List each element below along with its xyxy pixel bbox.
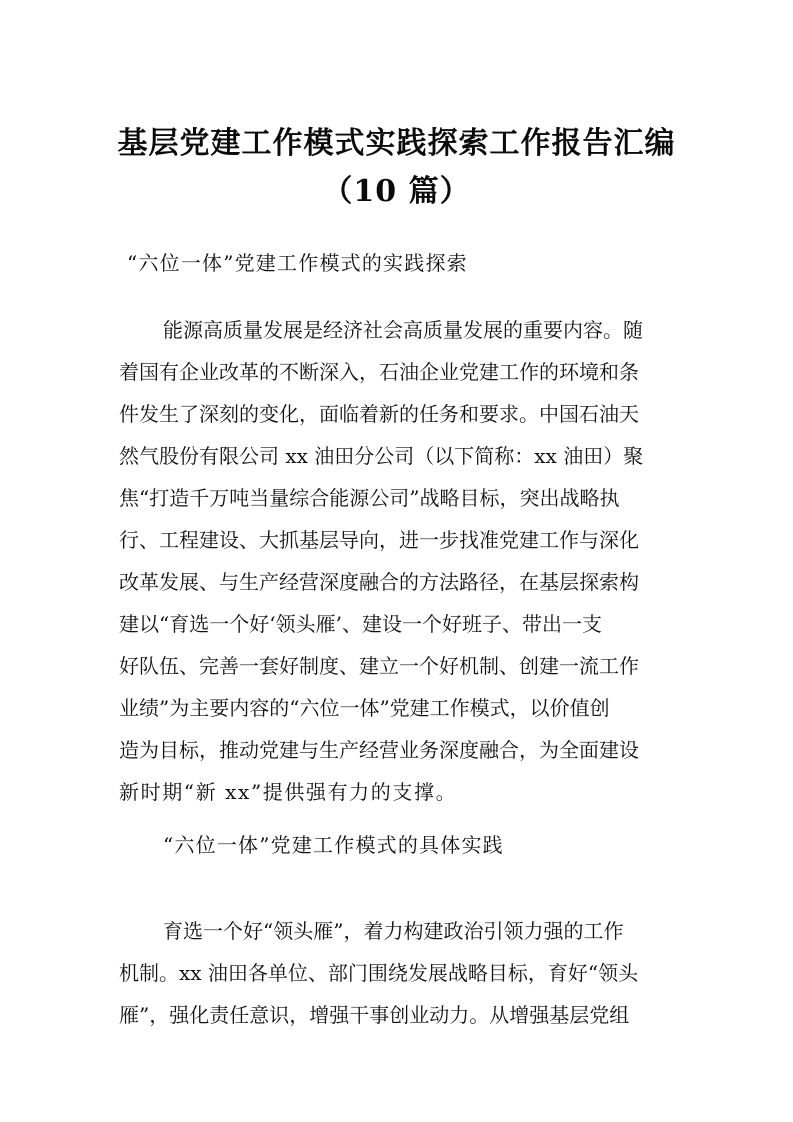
paragraph1-line: 件发生了深刻的变化，面临着新的任务和要求。中国石油天 — [119, 402, 639, 426]
paragraph1-line: 改革发展、与生产经营深度融合的方法路径，在基层探索构 — [119, 570, 639, 594]
paragraph1-line: 新时期“新 xx”提供强有力的支撑。 — [119, 780, 458, 804]
document-title-line1: 基层党建工作模式实践探索工作报告汇编 — [117, 126, 676, 161]
paragraph2-line: 雁”，强化责任意识，增强干事创业动力。从增强基层党组 — [119, 1003, 630, 1027]
paragraph1-line: 好队伍、完善一套好制度、建立一个好机制、创建一流工作 — [119, 654, 639, 678]
document-title-line2: （10 篇） — [322, 174, 471, 209]
paragraph1-line: 造为目标，推动党建与生产经营业务深度融合，为全面建设 — [119, 738, 639, 762]
paragraph1-line: 行、工程建设、大抓基层导向，进一步找准党建工作与深化 — [119, 528, 639, 552]
subsection-title: “六位一体”党建工作模式的具体实践 — [163, 833, 504, 857]
paragraph1-line: 焦“打造千万吨当量综合能源公司”战略目标，突出战略执 — [119, 486, 620, 510]
paragraph2-line: 机制。xx 油田各单位、部门围绕发展战略目标，育好“领头 — [119, 961, 639, 985]
paragraph1-line: 着国有企业改革的不断深入，石油企业党建工作的环境和条 — [119, 360, 639, 384]
paragraph1-line: 然气股份有限公司 xx 油田分公司（以下简称：xx 油田）聚 — [119, 444, 644, 468]
paragraph1-line: 业绩”为主要内容的“六位一体”党建工作模式，以价值创 — [119, 696, 610, 720]
section-title: “六位一体”党建工作模式的实践探索 — [127, 251, 468, 275]
paragraph2-line: 育选一个好“领头雁”，着力构建政治引领力强的工作 — [163, 919, 624, 943]
paragraph1-line: 建以“育选一个好‘领头雁’、建设一个好班子、带出一支 — [119, 612, 602, 636]
paragraph1-line: 能源高质量发展是经济社会高质量发展的重要内容。随 — [163, 318, 643, 342]
